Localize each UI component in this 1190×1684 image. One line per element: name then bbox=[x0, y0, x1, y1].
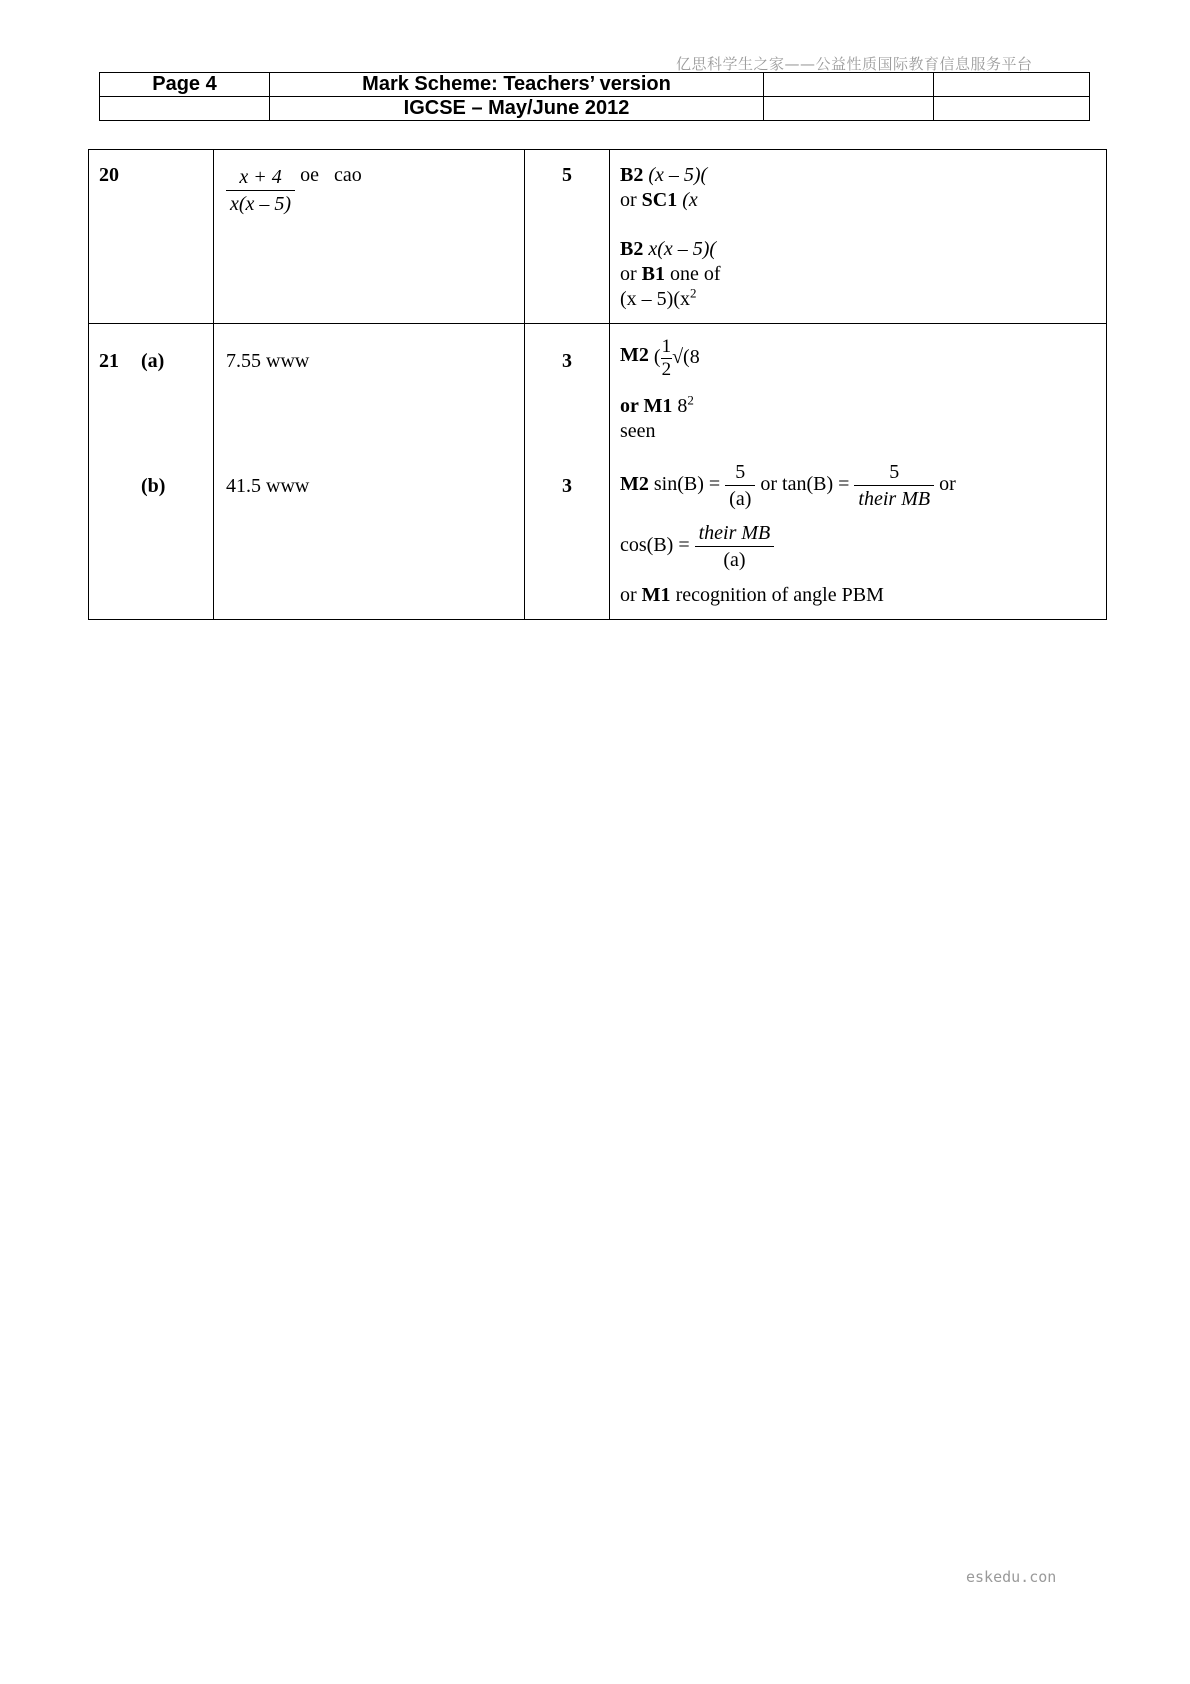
question-number: 21 bbox=[99, 350, 119, 372]
question-part-a: (a) bbox=[141, 350, 165, 372]
cos-fraction: $\frac{\text{their MB}}{(a)}$ bbox=[695, 520, 775, 573]
header-empty-3 bbox=[100, 97, 270, 121]
fraction-numerator: x + 4 bbox=[226, 164, 295, 191]
answer-expression bbox=[226, 164, 362, 217]
answer-cell bbox=[214, 324, 525, 620]
header-title: Mark Scheme: Teachers’ version bbox=[270, 73, 764, 97]
header-empty-1 bbox=[764, 73, 934, 97]
mark-value: 5 bbox=[562, 164, 572, 186]
mark-cell bbox=[525, 150, 610, 324]
table-row-q20 bbox=[89, 150, 1107, 324]
note-line-m1-a: or M1 $8^2$ bbox=[620, 392, 694, 417]
header-empty-5 bbox=[934, 97, 1090, 121]
note-line-cos: cos(B) = $\frac{\text{their MB}}{(a)}$ bbox=[620, 520, 774, 573]
answer-cell bbox=[214, 150, 525, 324]
note-line: or SC1 (x bbox=[620, 189, 698, 211]
note-line-m2-a: M2 ( $\frac{1}{2}$ √(8 bbox=[620, 336, 700, 380]
question-cell bbox=[89, 324, 214, 620]
header-table bbox=[99, 72, 1090, 121]
answer-fraction bbox=[226, 164, 295, 217]
note-line: or B1 one of bbox=[620, 263, 721, 285]
header-exam: IGCSE – May/June 2012 bbox=[270, 97, 764, 121]
note-line: B2 (x – 5)( bbox=[620, 164, 708, 186]
watermark-bottom: eskedu.con bbox=[966, 1568, 1057, 1586]
note-line: $(x - 5)(x^2$ bbox=[620, 285, 697, 310]
watermark-top: 亿思科学生之家——公益性质国际教育信息服务平台 bbox=[676, 55, 1033, 73]
half-fraction: $\frac{1}{2}$ bbox=[661, 336, 672, 380]
header-page: Page 4 bbox=[100, 73, 270, 97]
notes-cell bbox=[610, 150, 1107, 324]
table-row-q21 bbox=[89, 324, 1107, 620]
answer-a: 7.55 www bbox=[226, 350, 310, 372]
mark-cell bbox=[525, 324, 610, 620]
answer-b: 41.5 www bbox=[226, 475, 310, 497]
note-line-seen: seen bbox=[620, 420, 656, 442]
notes-cell bbox=[610, 324, 1107, 620]
question-number: 20 bbox=[99, 164, 119, 186]
question-cell bbox=[89, 150, 214, 324]
question-part-b: (b) bbox=[141, 475, 166, 497]
mark-a: 3 bbox=[562, 350, 572, 372]
fraction-denominator: x(x – 5) bbox=[230, 193, 292, 215]
header-empty-2 bbox=[934, 73, 1090, 97]
header-empty-4 bbox=[764, 97, 934, 121]
note-line: B2 x(x – 5)( bbox=[620, 238, 717, 260]
answer-suffix: oe cao bbox=[300, 164, 362, 187]
note-line-m1-b: or M1 recognition of angle PBM bbox=[620, 584, 884, 606]
sin-fraction: $\frac{5}{(a)}$ bbox=[725, 459, 755, 512]
tan-fraction: $\frac{5}{\text{their MB}}$ bbox=[854, 459, 934, 512]
mark-b: 3 bbox=[562, 475, 572, 497]
mark-scheme-table bbox=[88, 149, 1107, 620]
note-line-m2-b: M2 sin(B) = $\frac{5}{(a)}$ or tan(B) = $\frac{5}{\text{their MB}}$ or bbox=[620, 461, 956, 510]
